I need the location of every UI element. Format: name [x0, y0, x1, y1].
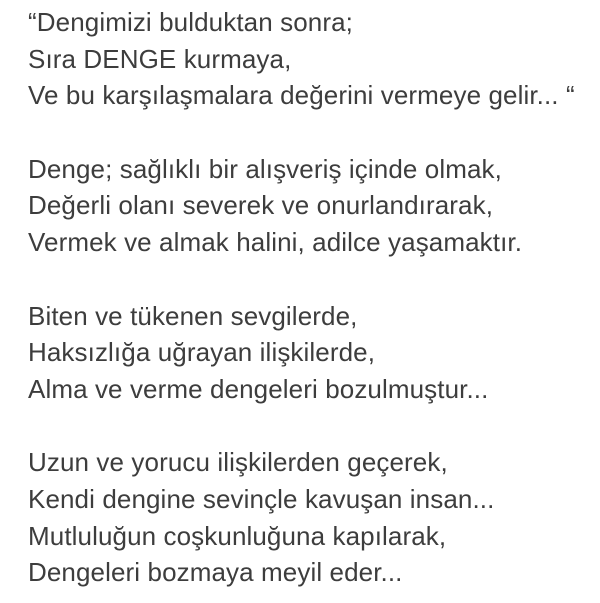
poem-line: Ve bu karşılaşmalara değerini vermeye gelir... “	[28, 80, 575, 111]
poem-line: Haksızlığa uğrayan ilişkilerde,	[28, 337, 376, 368]
poem-line: Denge; sağlıklı bir alışveriş içinde olmak,	[28, 153, 502, 184]
poem-line: Dengeleri bozmaya meyil eder...	[28, 557, 403, 588]
poem-line: Sıra DENGE kurmaya,	[28, 43, 292, 74]
poem-line: Biten ve tükenen sevgilerde,	[28, 300, 358, 331]
poem-line: Alma ve verme dengeleri bozulmuştur...	[28, 373, 489, 404]
poem-line: Uzun ve yorucu ilişkilerden geçerek,	[28, 447, 448, 478]
poem-line: “Dengimizi bulduktan sonra;	[28, 7, 353, 37]
poem-line: Değerli olanı severek ve onurlandırarak,	[28, 190, 494, 221]
poem-line: Vermek ve almak halini, adilce yaşamaktır.	[28, 226, 523, 257]
poem-stanza-1	[28, 4, 590, 114]
poem-stanza-3	[28, 298, 590, 408]
poem-stanza-2	[28, 151, 590, 261]
poem-line: Kendi dengine sevinçle kavuşan insan...	[28, 483, 495, 514]
poem-line: Mutluluğun coşkunluğuna kapılarak,	[28, 520, 447, 551]
poem-stanza-4	[28, 444, 590, 590]
